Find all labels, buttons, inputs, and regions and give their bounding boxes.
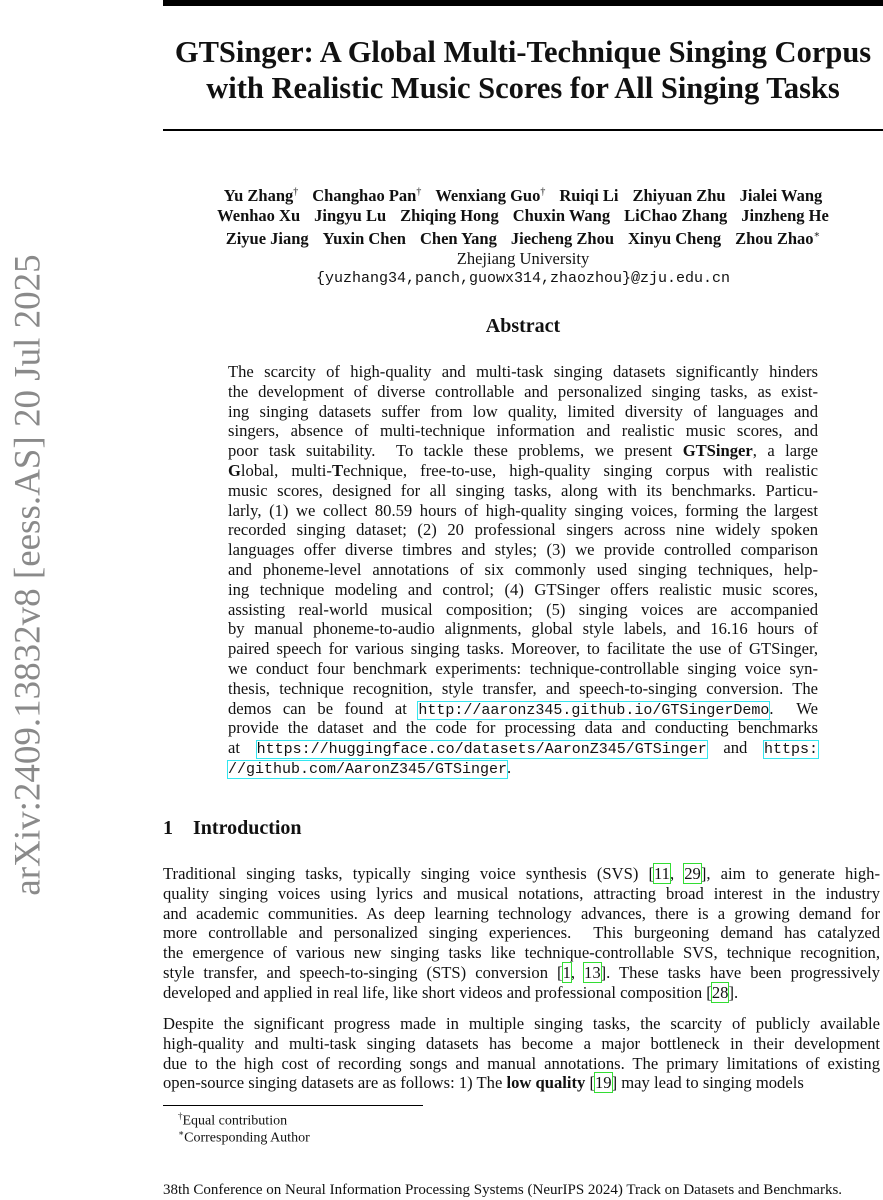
text-line xyxy=(228,639,818,659)
author-name: Chuxin Wang xyxy=(512,205,611,225)
text-line xyxy=(228,481,818,501)
citation-link[interactable]: 19 xyxy=(595,1073,612,1093)
text-span: due to the high cost of recording songs and manual annotations. The primary limitations of existing xyxy=(163,1053,880,1073)
arxiv-stamp: arXiv:2409.13832v8 [eess.AS] 20 Jul 2025 xyxy=(7,254,49,896)
author xyxy=(633,186,726,205)
author xyxy=(420,229,497,248)
citation-link[interactable]: 29 xyxy=(684,864,701,883)
text-span: recorded singing dataset; (2) 20 professional singers across nine widely spoken xyxy=(228,520,818,540)
author xyxy=(435,186,545,205)
footnote-mark: † xyxy=(178,1111,183,1121)
text-span: demos can be found at xyxy=(228,698,419,718)
author xyxy=(559,186,618,205)
text-line xyxy=(228,540,818,560)
text-line xyxy=(163,923,880,943)
footnote-mark: ∗ xyxy=(178,1128,185,1138)
author-email: {yuzhang34,panch,guowx314,zhaozhou}@zju.edu.cn xyxy=(315,270,731,287)
author xyxy=(511,229,614,248)
author xyxy=(740,186,823,205)
text-line xyxy=(163,1054,880,1074)
author-mark: † xyxy=(540,186,546,197)
author xyxy=(217,206,300,225)
text-line xyxy=(228,699,818,719)
text-line xyxy=(163,884,880,904)
text-line xyxy=(228,758,818,778)
text-line xyxy=(228,362,818,382)
text-span: and phoneme-level annotations of six commonly used singing techniques, help- xyxy=(228,559,818,579)
text-span: music scores, designed for all singing tasks, along with its benchmarks. Particu- xyxy=(228,480,818,500)
text-span: ] may lead to singing models xyxy=(611,1073,804,1093)
author-name: Jingyu Lu xyxy=(314,205,387,225)
author xyxy=(226,229,309,248)
author-name: Ruiqi Li xyxy=(559,185,619,205)
footnote-rule xyxy=(163,1105,423,1106)
text-line xyxy=(228,619,818,639)
author-name: LiChao Zhang xyxy=(624,205,728,225)
text-span: singers, absence of multi-technique information and realistic music scores, and xyxy=(228,421,818,441)
text-line xyxy=(228,580,818,600)
title-rule xyxy=(163,129,883,131)
author xyxy=(312,186,421,205)
text-span: ]. These tasks have been progressively xyxy=(600,962,881,982)
text-span: by manual phoneme-to-audio alignments, global style labels, and 16.16 hours of xyxy=(228,619,818,639)
text-span: paired speech for various singing tasks. Moreover, to facilitate the use of GTSinger, xyxy=(228,639,818,659)
text-span: more controllable and personalized singing experiences. This burgeoning demand has catalyzed xyxy=(163,923,880,943)
section-heading xyxy=(163,817,302,840)
author xyxy=(741,206,829,225)
text-span: quality singing voices using lyrics and musical notations, attracting broad interest in the industry xyxy=(163,883,880,903)
author-name: Ziyue Jiang xyxy=(225,229,309,248)
author-name: Yuxin Chen xyxy=(322,229,406,248)
author-name: Zhiyuan Zhu xyxy=(632,185,726,205)
author-name: Xinyu Cheng xyxy=(628,229,722,248)
text-line xyxy=(163,1034,880,1054)
text-line xyxy=(228,659,818,679)
text-span: [ xyxy=(585,1073,595,1093)
text-line xyxy=(228,402,818,422)
text-line xyxy=(163,1014,880,1034)
title-line: with Realistic Music Scores for All Singing Tasks xyxy=(206,71,840,105)
author-name: Jialei Wang xyxy=(739,185,823,205)
author-name: Zhiqing Hong xyxy=(400,205,499,225)
text-line xyxy=(228,421,818,441)
text-line xyxy=(228,600,818,620)
footnote-text: Equal contribution xyxy=(182,1113,288,1129)
conference-footer: 38th Conference on Neural Information Processing Systems (NeurIPS 2024) Track on Datasets and Benchmarks. xyxy=(163,1182,843,1198)
author-row xyxy=(163,182,883,206)
footnote xyxy=(178,1128,310,1147)
author-name: Jinzheng He xyxy=(741,205,829,225)
author xyxy=(314,206,386,225)
url-link[interactable]: //github.com/AaronZ345/GTSinger xyxy=(228,760,508,778)
text-span: Traditional singing tasks, typically singing voice synthesis (SVS) [ xyxy=(163,864,654,883)
title-line: GTSinger: A Global Multi-Technique Singing Corpus xyxy=(174,35,872,69)
text-span: ing singing datasets suffer from low quality, limited diversity of languages and xyxy=(228,401,818,421)
author-mark: † xyxy=(293,186,299,197)
text-span: , a large xyxy=(752,441,818,461)
text-span: echnique, free-to-use, high-quality singing corpus with realistic xyxy=(343,460,818,480)
text-line xyxy=(228,501,818,521)
text-span: The scarcity of high-quality and multi-task singing datasets significantly hinders xyxy=(228,362,818,381)
text-span: we conduct four benchmark experiments: technique-controllable singing voice syn- xyxy=(228,658,818,678)
author-name: Changhao Pan xyxy=(312,185,417,205)
text-span: open-source singing datasets are as follows: 1) The xyxy=(163,1073,507,1093)
citation-link[interactable]: 28 xyxy=(711,982,729,1002)
author-name: Yu Zhang xyxy=(223,185,294,205)
abstract-heading: Abstract xyxy=(485,315,561,337)
text-line xyxy=(228,520,818,540)
author-row xyxy=(163,226,883,250)
text-line xyxy=(228,441,818,461)
intro-paragraph-1 xyxy=(163,864,880,1003)
text-line xyxy=(163,904,880,924)
text-span: ing technique modeling and control; (4) GTSinger offers realistic music scores, xyxy=(228,579,818,599)
text-line xyxy=(228,738,818,758)
text-line xyxy=(228,560,818,580)
author-name: Wenxiang Guo xyxy=(435,185,541,205)
author xyxy=(513,206,610,225)
author-block xyxy=(163,182,883,289)
author-name: Chen Yang xyxy=(419,229,497,248)
text-span: thesis, technique recognition, style transfer, and speech-to-singing conversion. The xyxy=(228,678,818,698)
text-span: , xyxy=(570,962,585,982)
text-line xyxy=(228,382,818,402)
author xyxy=(400,206,499,225)
text-span: lobal, multi- xyxy=(240,460,332,480)
text-line xyxy=(228,718,818,738)
author-name: Wenhao Xu xyxy=(217,205,301,225)
text-span: larly, (1) we collect 80.59 hours of high-quality singing voices, forming the largest xyxy=(228,500,818,520)
bold-text: GTSinger xyxy=(682,441,753,461)
text-line xyxy=(163,864,880,884)
citation-link[interactable]: 11 xyxy=(654,864,670,883)
author xyxy=(628,229,721,248)
author xyxy=(323,229,406,248)
author-row xyxy=(163,206,883,226)
text-span: . We xyxy=(769,698,819,718)
footnote xyxy=(178,1111,287,1130)
text-span: the development of diverse controllable and personalized singing tasks, as exist- xyxy=(228,381,818,401)
section-title: Introduction xyxy=(193,817,302,839)
text-span: developed and applied in real life, like short videos and professional composition [ xyxy=(163,982,712,1002)
affiliation: Zhejiang University xyxy=(456,249,590,268)
intro-paragraph-2 xyxy=(163,1014,880,1093)
text-line xyxy=(163,983,880,1003)
text-span: languages offer diverse timbres and styles; (3) we provide controlled comparison xyxy=(228,540,818,560)
url-link[interactable]: https: xyxy=(764,741,819,759)
text-span: ], aim to generate high- xyxy=(700,864,880,883)
text-line xyxy=(228,461,818,481)
author-mark: ∗ xyxy=(813,229,821,241)
text-span: and xyxy=(706,738,764,758)
section-number: 1 xyxy=(163,817,173,839)
url-link[interactable]: http://aaronz345.github.io/GTSingerDemo xyxy=(418,701,770,719)
text-span: the emergence of various new singing tasks like technique-controllable SVS, technique recognition, xyxy=(163,943,880,963)
text-line xyxy=(163,1073,880,1093)
text-span: at xyxy=(228,738,257,758)
text-span: high-quality and multi-task singing datasets has become a major bottleneck in their development xyxy=(163,1033,880,1053)
author xyxy=(624,206,727,225)
text-span: ]. xyxy=(728,982,739,1002)
author-mark: † xyxy=(416,186,422,197)
text-span: provide the dataset and the code for processing data and conducting benchmarks xyxy=(228,718,818,738)
bold-text: G xyxy=(228,460,241,480)
text-span: Despite the significant progress made in multiple singing tasks, the scarcity of publicly available xyxy=(163,1014,880,1033)
citation-link[interactable]: 1 xyxy=(562,962,571,982)
text-span: , xyxy=(669,864,685,883)
top-rule xyxy=(163,0,883,6)
author-name: Jiecheng Zhou xyxy=(510,229,615,248)
author xyxy=(735,229,820,248)
text-span: assisting real-world musical composition; (5) singing voices are accompanied xyxy=(228,599,818,619)
url-link[interactable]: https://huggingface.co/datasets/AaronZ345/GTSinger xyxy=(256,741,707,759)
text-span: poor task suitability. To tackle these problems, we present xyxy=(228,441,683,461)
text-span: style transfer, and speech-to-singing (STS) conversion [ xyxy=(163,962,563,982)
text-line xyxy=(163,963,880,983)
text-span: and academic communities. As deep learning technology advances, there is a growing demand for xyxy=(163,903,880,923)
bold-text: T xyxy=(331,460,344,480)
bold-text: low quality xyxy=(506,1073,586,1093)
text-span: . xyxy=(507,757,512,777)
abstract-body xyxy=(228,362,818,778)
footnote-text: Corresponding Author xyxy=(184,1130,310,1146)
text-line xyxy=(228,679,818,699)
citation-link[interactable]: 13 xyxy=(584,962,601,982)
author xyxy=(224,186,299,205)
author-name: Zhou Zhao xyxy=(735,229,814,248)
paper-title xyxy=(163,34,883,106)
text-line xyxy=(163,943,880,963)
